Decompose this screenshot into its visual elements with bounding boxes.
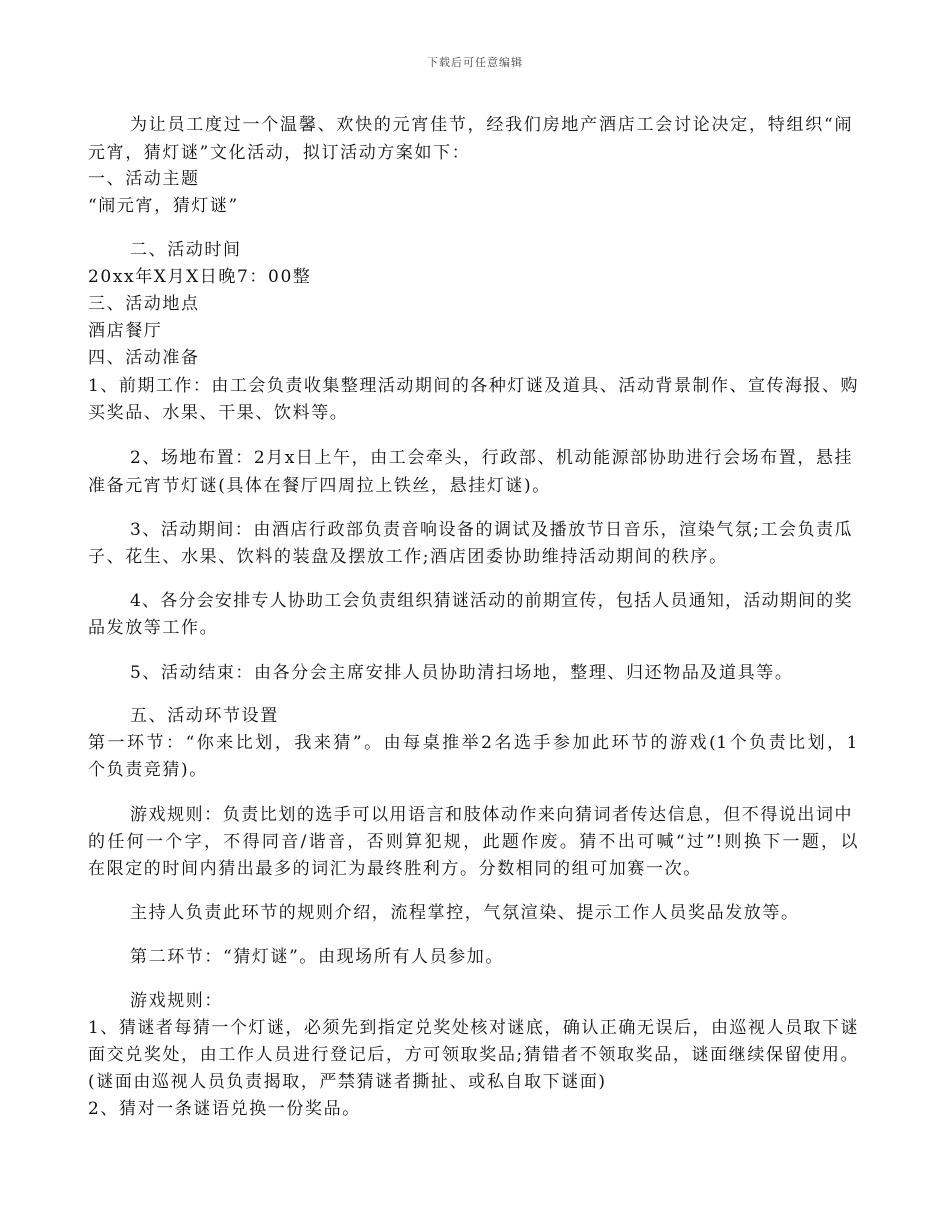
paragraph-line: 1、猜谜者每猜一个灯谜，必须先到指定兑奖处核对谜底，确认正确无误后，由巡视人员取下谜 [88, 1018, 858, 1038]
section-heading: 四、活动准备 [88, 348, 200, 368]
paragraph-line: 面交兑奖处，由工作人员进行登记后，方可领取奖品;猜错者不领取奖品，谜面继续保留使用。 [88, 1045, 858, 1065]
paragraph-line: (谜面由巡视人员负责揭取，严禁猜谜者撕扯、或私自取下谜面) [88, 1072, 607, 1092]
paragraph-line: 第一环节：“你来比划，我来猜”。由每桌推举2名选手参加此环节的游戏(1个负责比划，1 [88, 733, 858, 753]
paragraph-line: 游戏规则：负责比划的选手可以用语言和肢体动作来向猜词者传达信息，但不得说出词中 [130, 805, 852, 825]
paragraph-line: 4、各分会安排专人协助工会负责组织猜谜活动的前期宣传，包括人员通知，活动期间的奖 [130, 591, 852, 611]
paragraph-line: 第二环节：“猜灯谜”。由现场所有人员参加。 [130, 947, 504, 967]
paragraph-line: 为让员工度过一个温馨、欢快的元宵佳节，经我们房地产酒店工会讨论决定，特组织“闹 [130, 115, 852, 135]
section-heading: 三、活动地点 [88, 294, 200, 314]
paragraph-line: 品发放等工作。 [88, 618, 219, 638]
paragraph-line: 个负责竞猜)。 [88, 760, 208, 780]
time-text: 20xx年X月X日晚7：00整 [88, 267, 312, 287]
theme-text: “闹元宵，猜灯谜” [88, 196, 239, 216]
section-heading: 二、活动时间 [130, 240, 242, 260]
paragraph-line: 2、场地布置：2月x日上午，由工会牵头，行政部、机动能源部协助进行会场布置，悬挂 [130, 448, 852, 468]
paragraph-line: 1、前期工作：由工会负责收集整理活动期间的各种灯谜及道具、活动背景制作、宣传海报、购 [88, 376, 858, 396]
paragraph-line: 在限定的时间内猜出最多的词汇为最终胜利方。分数相同的组可加赛一次。 [88, 859, 702, 879]
section-heading: 一、活动主题 [88, 169, 200, 189]
paragraph-line: 游戏规则： [130, 991, 223, 1011]
paragraph-line: 3、活动期间：由酒店行政部负责音响设备的调试及播放节日音乐，渲染气氛;工会负责瓜 [130, 520, 852, 540]
venue-text: 酒店餐厅 [88, 321, 163, 341]
paragraph-line: 2、猜对一条谜语兑换一份奖品。 [88, 1099, 361, 1119]
paragraph-line: 买奖品、水果、干果、饮料等。 [88, 403, 349, 423]
paragraph-line: 准备元宵节灯谜(具体在餐厅四周拉上铁丝，悬挂灯谜)。 [88, 476, 551, 496]
paragraph-line: 主持人负责此环节的规则介绍，流程掌控，气氛渲染、提示工作人员奖品发放等。 [130, 903, 800, 923]
header-note: 下载后可任意编辑 [427, 56, 523, 69]
paragraph-line: 元宵，猜灯谜”文化活动，拟订活动方案如下： [88, 143, 471, 163]
paragraph-line: 子、花生、水果、饮料的装盘及摆放工作;酒店团委协助维持活动期间的秩序。 [88, 547, 728, 567]
paragraph-line: 5、活动结束：由各分会主席安排人员协助清扫场地，整理、归还物品及道具等。 [130, 663, 794, 683]
paragraph-line: 的任何一个字，不得同音/谐音，否则算犯规，此题作废。猜不出可喊“过”!则换下一题，以 [88, 832, 858, 852]
section-heading: 五、活动环节设置 [130, 706, 279, 726]
